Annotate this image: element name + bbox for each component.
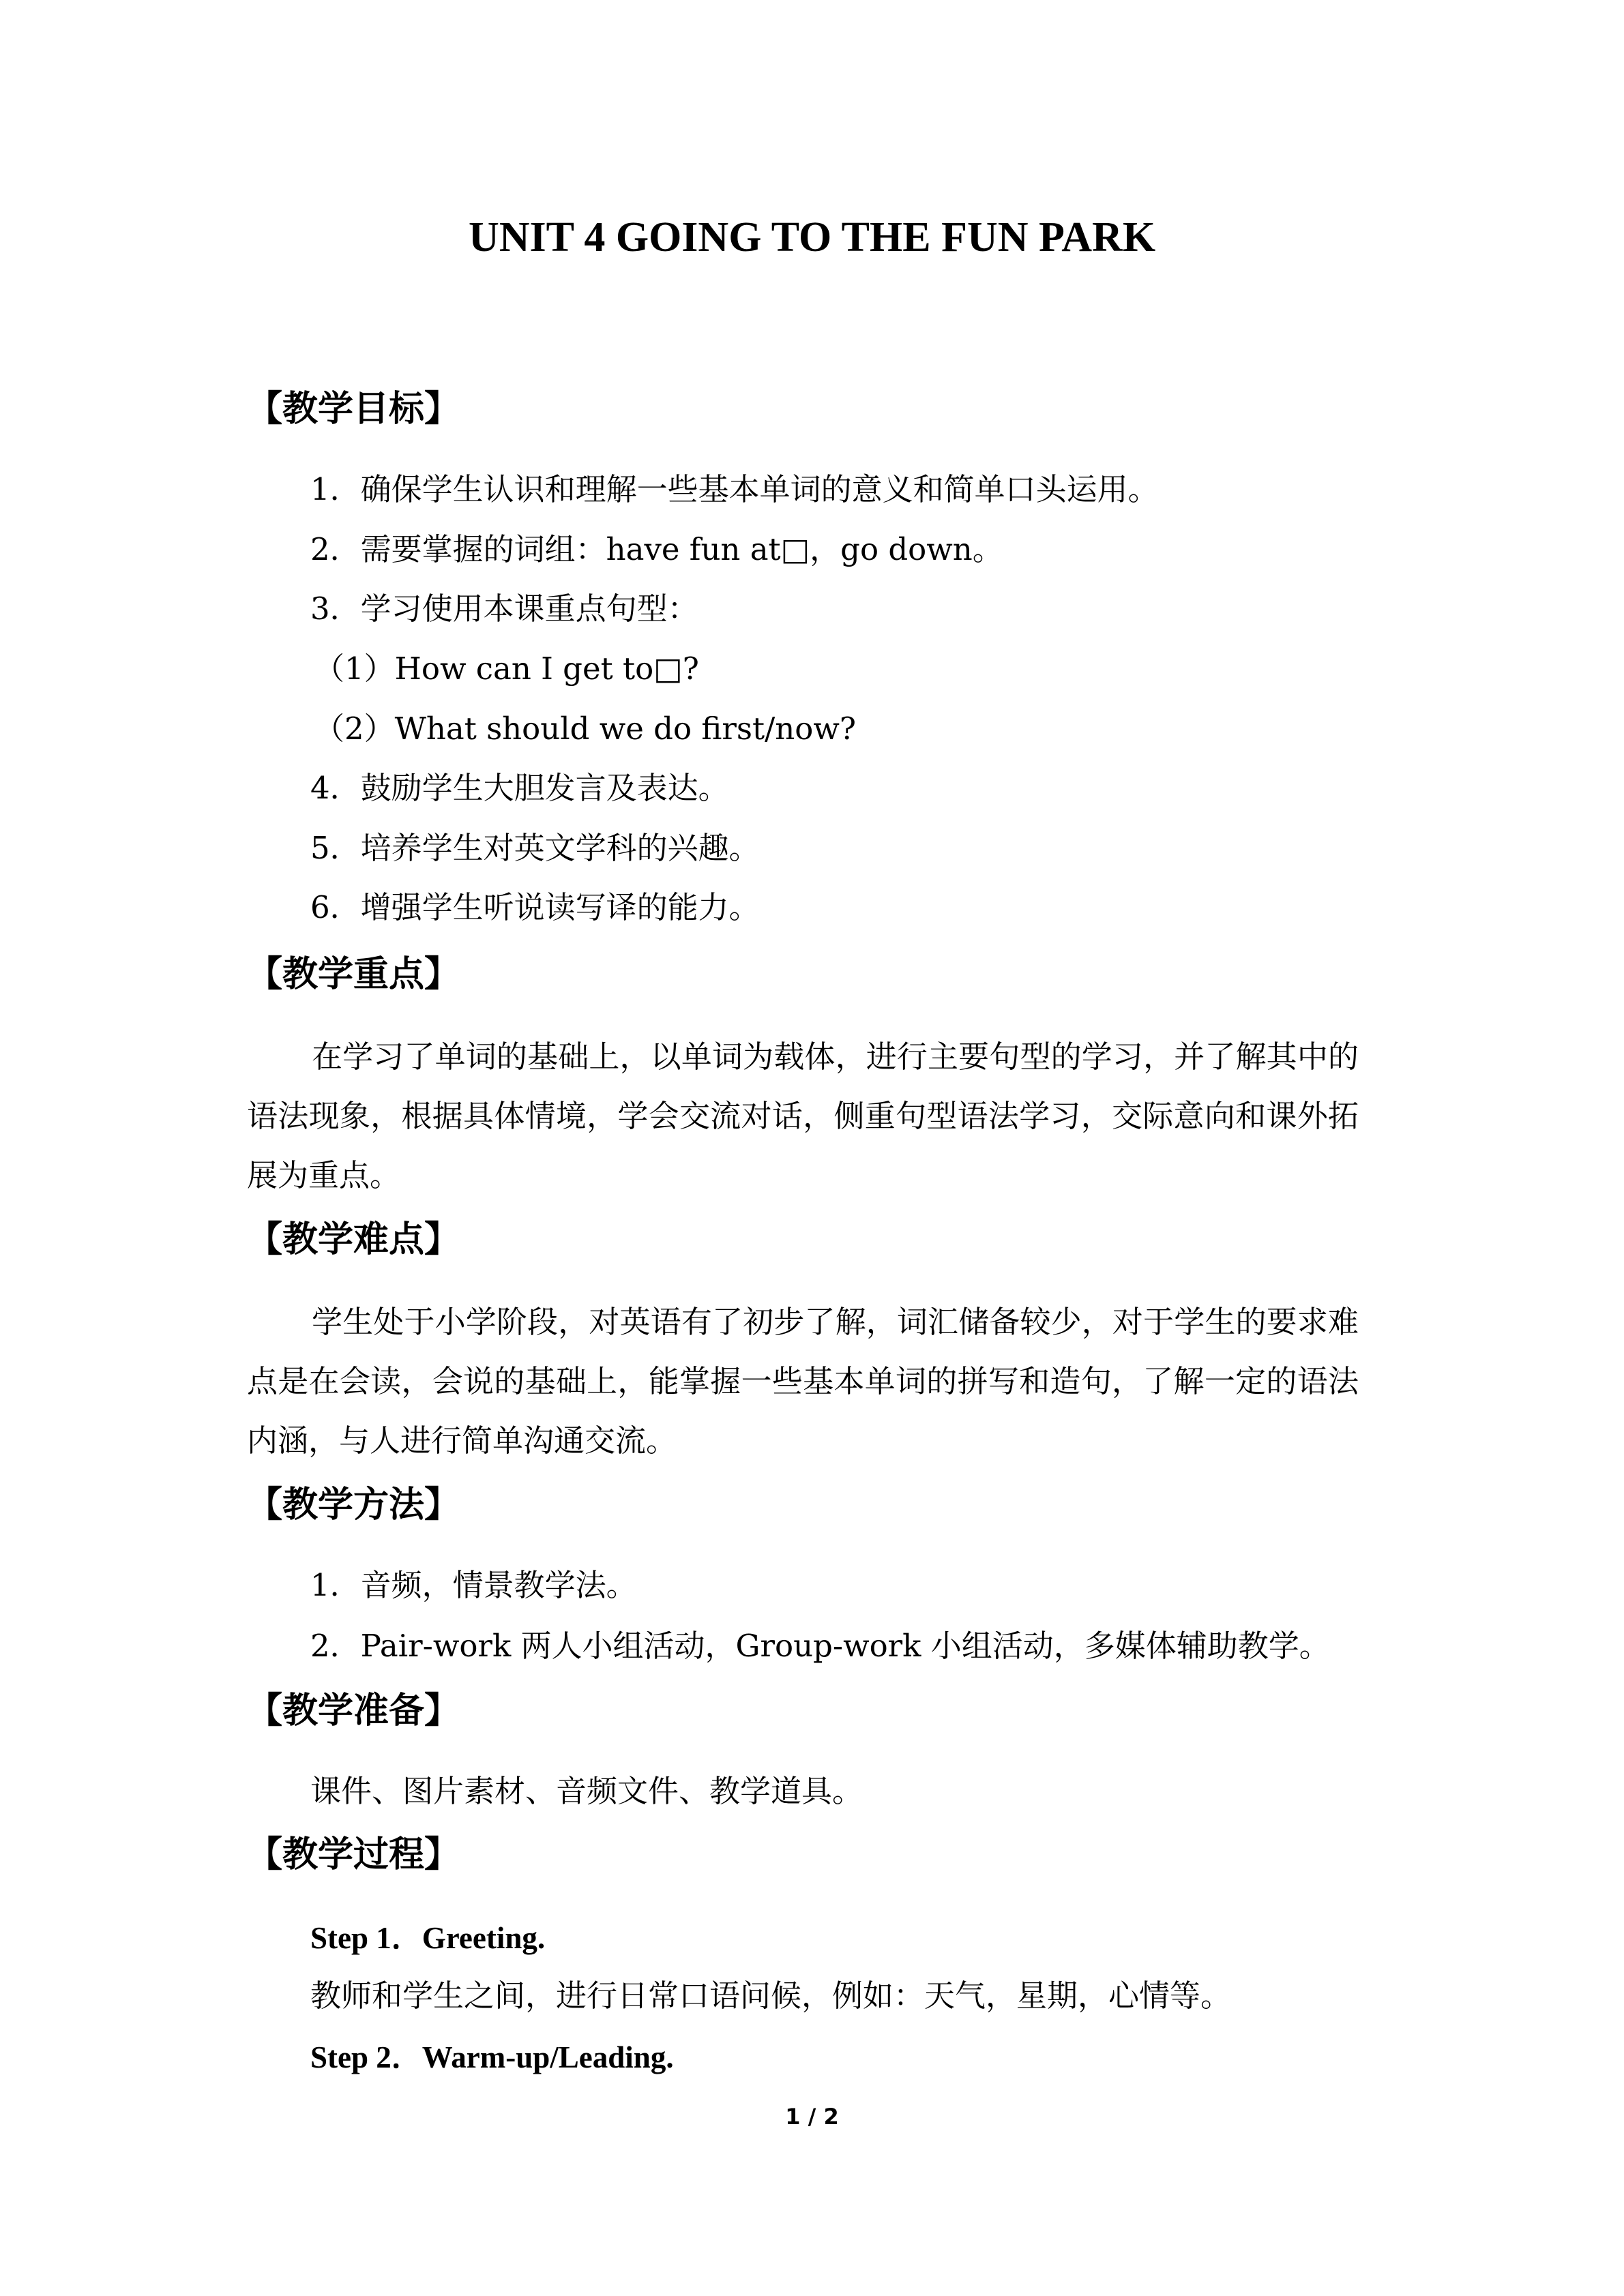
objective-subitem: （2）What should we do first/now? (314, 711, 856, 747)
objective-subitem: （1）How can I get to□? (314, 651, 699, 687)
objective-item: 5．培养学生对英文学科的兴趣。 (310, 830, 760, 866)
section-heading-objectives: 【教学目标】 (247, 389, 460, 430)
section-heading-preparation: 【教学准备】 (247, 1690, 460, 1731)
preparation-text: 课件、图片素材、音频文件、教学道具。 (310, 1773, 863, 1809)
objective-item: 1．确保学生认识和理解一些基本单词的意义和简单口头运用。 (310, 471, 1159, 507)
document-title: UNIT 4 GOING TO THE FUN PARK (468, 214, 1156, 260)
objective-item: 6．增强学生听说读写译的能力。 (310, 889, 760, 925)
method-item: 1．音频，情景教学法。 (310, 1567, 637, 1603)
section-heading-difficulties: 【教学难点】 (247, 1219, 460, 1260)
key-points-paragraph: 在学习了单词的基础上，以单词为载体，进行主要句型的学习，并了解其中的语法现象，根据具体情境，学会交流对话，侧重句型语法学习，交际意向和课外拓展为重点。 (247, 1039, 1359, 1193)
step-1-text: 教师和学生之间，进行日常口语问候，例如：天气，星期，心情等。 (310, 1978, 1232, 2014)
page-number: 1 / 2 (785, 2104, 839, 2130)
section-heading-key-points: 【教学重点】 (247, 954, 460, 995)
method-item: 2．Pair-work 两人小组活动，Group-work 小组活动，多媒体辅助教学。 (310, 1628, 1330, 1664)
step-2-title: Step 2．Warm-up/Leading. (310, 2040, 674, 2074)
difficulties-paragraph: 学生处于小学阶段，对英语有了初步了解，词汇储备较少，对于学生的要求难点是在会读，会说的基础上，能掌握一些基本单词的拼写和造句，了解一定的语法内涵，与人进行简单沟通交流。 (247, 1304, 1359, 1459)
objective-item: 3．学习使用本课重点句型： (310, 591, 698, 627)
objective-item: 2．需要掌握的词组：have fun at□，go down。 (310, 531, 1003, 567)
objective-item: 4．鼓励学生大胆发言及表达。 (310, 770, 729, 806)
section-heading-process: 【教学过程】 (247, 1834, 460, 1875)
section-heading-methods: 【教学方法】 (247, 1485, 460, 1525)
step-1-title: Step 1．Greeting. (310, 1921, 546, 1955)
